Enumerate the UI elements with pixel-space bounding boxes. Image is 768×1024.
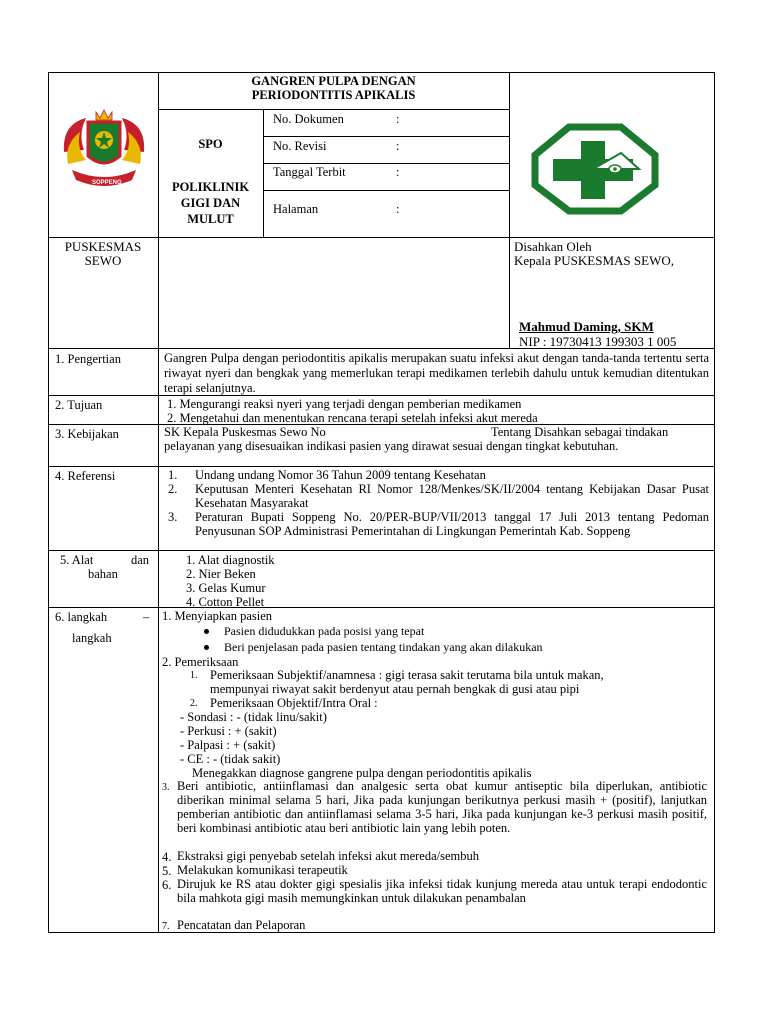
step-2-1-cont: mempunyai riwayat sakit berdenyut atau pernah bengkak di gusi atau pipi — [210, 682, 580, 696]
section-label-tujuan: 2. Tujuan — [55, 398, 103, 412]
kebijakan-line1-right: Tentang Disahkan sebagai tindakan — [491, 425, 669, 439]
unit-line3: MULUT — [187, 212, 234, 226]
referensi-item: Undang undang Nomor 36 Tahun 2009 tentang Kesehatan — [195, 468, 486, 482]
step-2-1-num: 1. — [190, 670, 198, 681]
field-colon: : — [396, 112, 400, 126]
section-label-referensi: 4. Referensi — [55, 469, 116, 483]
unit-line1: POLIKLINIK — [171, 180, 250, 194]
left-logo-text: SOPPENG — [92, 180, 122, 186]
section-label-langkah-2: langkah — [72, 631, 112, 645]
tujuan-item: 1. Mengurangi reaksi nyeri yang terjadi dengan pemberian medikamen — [167, 397, 522, 411]
step-4: Ekstraksi gigi penyebab setelah infeksi akut mereda/sembuh — [177, 849, 479, 863]
alat-item: 4. Cotton Pellet — [186, 595, 265, 609]
referensi-item: Peraturan Bupati Soppeng No. 20/PER-BUP/VII/2013 tanggal 17 Juli 2013 tentang Pedoman Penyusunan SOP Administrasi Pemerintahan di Lingkungan Pemerintah Kab. Soppeng — [195, 510, 709, 538]
step-2-2: Pemeriksaan Objektif/Intra Oral : — [210, 696, 378, 710]
unit-line2: GIGI DAN — [180, 196, 241, 210]
step-1: 1. Menyiapkan pasien — [162, 609, 273, 623]
section-label-alat-dan: dan — [131, 553, 150, 567]
referensi-num: 2. — [168, 482, 178, 496]
field-tanggal-terbit: Tanggal Terbit — [273, 165, 346, 179]
section-label-pengertian: 1. Pengertian — [55, 352, 121, 366]
bullet-icon — [204, 629, 209, 634]
step-4-num: 4. — [162, 850, 172, 864]
exam-sondasi: - Sondasi : - (tidak linu/sakit) — [180, 710, 327, 724]
exam-palpasi: - Palpasi : + (sakit) — [180, 738, 276, 752]
step-7-num: 7. — [162, 921, 170, 932]
section-label-alat: 5. Alat — [60, 553, 94, 567]
alat-item: 2. Nier Beken — [186, 567, 256, 581]
step-2-1: Pemeriksaan Subjektif/anamnesa : gigi terasa sakit terutama bila untuk makan, — [210, 668, 604, 682]
approval-line1: Disahkan Oleh — [514, 239, 592, 254]
tujuan-item: 2. Mengetahui dan menentukan rencana terapi setelah infeksi akut mereda — [167, 411, 538, 425]
puskesmas-logo — [531, 123, 659, 215]
alat-item: 1. Alat diagnostik — [186, 553, 275, 567]
approval-line2: Kepala PUSKESMAS SEWO, — [514, 253, 674, 268]
section-label-langkah: 6. langkah — [55, 610, 108, 624]
section-label-alat-bahan: bahan — [88, 567, 118, 581]
referensi-item: Keputusan Menteri Kesehatan RI Nomor 128/Menkes/SK/II/2004 tentang Kebijakan Dasar Pusat Kesehatan Masyarakat — [195, 482, 709, 510]
signer-name: Mahmud Daming, SKM — [519, 319, 654, 334]
kebijakan-line1-left: SK Kepala Puskesmas Sewo No — [164, 425, 326, 439]
field-colon: : — [396, 202, 400, 216]
facility-line1: PUSKESMAS — [64, 239, 142, 254]
section-label-langkah-dash: – — [143, 610, 150, 624]
referensi-num: 3. — [168, 510, 178, 524]
step-6: Dirujuk ke RS atau dokter gigi spesialis jika infeksi tidak kunjung mereda atau untuk terapi endodontic bila mahkota gigi masih memungkinkan untuk dilakukan penambalan — [177, 877, 707, 905]
section-label-kebijakan: 3. Kebijakan — [55, 427, 119, 441]
step-6-num: 6. — [162, 878, 172, 892]
field-colon: : — [396, 139, 400, 153]
alat-item: 3. Gelas Kumur — [186, 581, 266, 595]
step-7: Pencatatan dan Pelaporan — [177, 918, 306, 932]
field-halaman: Halaman — [273, 202, 319, 216]
step-1-bullet: Pasien didudukkan pada posisi yang tepat — [224, 624, 425, 638]
exam-ce: - CE : - (tidak sakit) — [180, 752, 281, 766]
step-1-bullet: Beri penjelasan pada pasien tentang tindakan yang akan dilakukan — [224, 640, 543, 654]
referensi-num: 1. — [168, 468, 178, 482]
step-5: Melakukan komunikasi terapeutik — [177, 863, 348, 877]
step-2: 2. Pemeriksaan — [162, 655, 239, 669]
doc-title-line2: PERIODONTITIS APIKALIS — [251, 88, 416, 102]
step-5-num: 5. — [162, 864, 172, 878]
exam-perkusi: - Perkusi : + (sakit) — [180, 724, 277, 738]
pengertian-text: Gangren Pulpa dengan periodontitis apikalis merupakan suatu infeksi akut dengan tanda-tanda tertentu serta riwayat nyeri dan bengkak yang memerlukan terapi medikamen terlebih dahulu untuk kemudian ditentukan terapi selanjutnya. — [164, 351, 709, 395]
field-no-dokumen: No. Dokumen — [273, 112, 344, 126]
step-2-2-num: 2. — [190, 698, 198, 709]
bullet-icon — [204, 645, 209, 650]
diagnosis-text: Menegakkan diagnose gangrene pulpa dengan periodontitis apikalis — [192, 766, 532, 780]
kebijakan-text: pelayanan yang disesuaikan indikasi pasien yang dirawat sesuai dengan tingkat kebutuhan. — [164, 439, 619, 453]
spo-label: SPO — [198, 137, 223, 151]
field-colon: : — [396, 165, 400, 179]
step-3: Beri antibiotic, antiinflamasi dan analgesic serta obat kumur antiseptic bila diperlukan, antibiotic diberikan minimal selama 5 hari, Jika pada kunjungan berikutnya perkusi masih + (positif), lanjutkan pemberian antibiotic dan antiinflamasi selama 3-5 hari, Jika pada kunjungan ke-3 perkusi masih positif, beri kombinasi antibiotic atau beri antibiotic lain yang lebih poten. — [177, 779, 707, 835]
step-3-num: 3. — [162, 782, 170, 793]
facility-line2: SEWO — [84, 253, 122, 268]
signer-nip: NIP : 19730413 199303 1 005 — [519, 334, 677, 349]
doc-title-line1: GANGREN PULPA DENGAN — [251, 74, 416, 88]
field-no-revisi: No. Revisi — [273, 139, 327, 153]
